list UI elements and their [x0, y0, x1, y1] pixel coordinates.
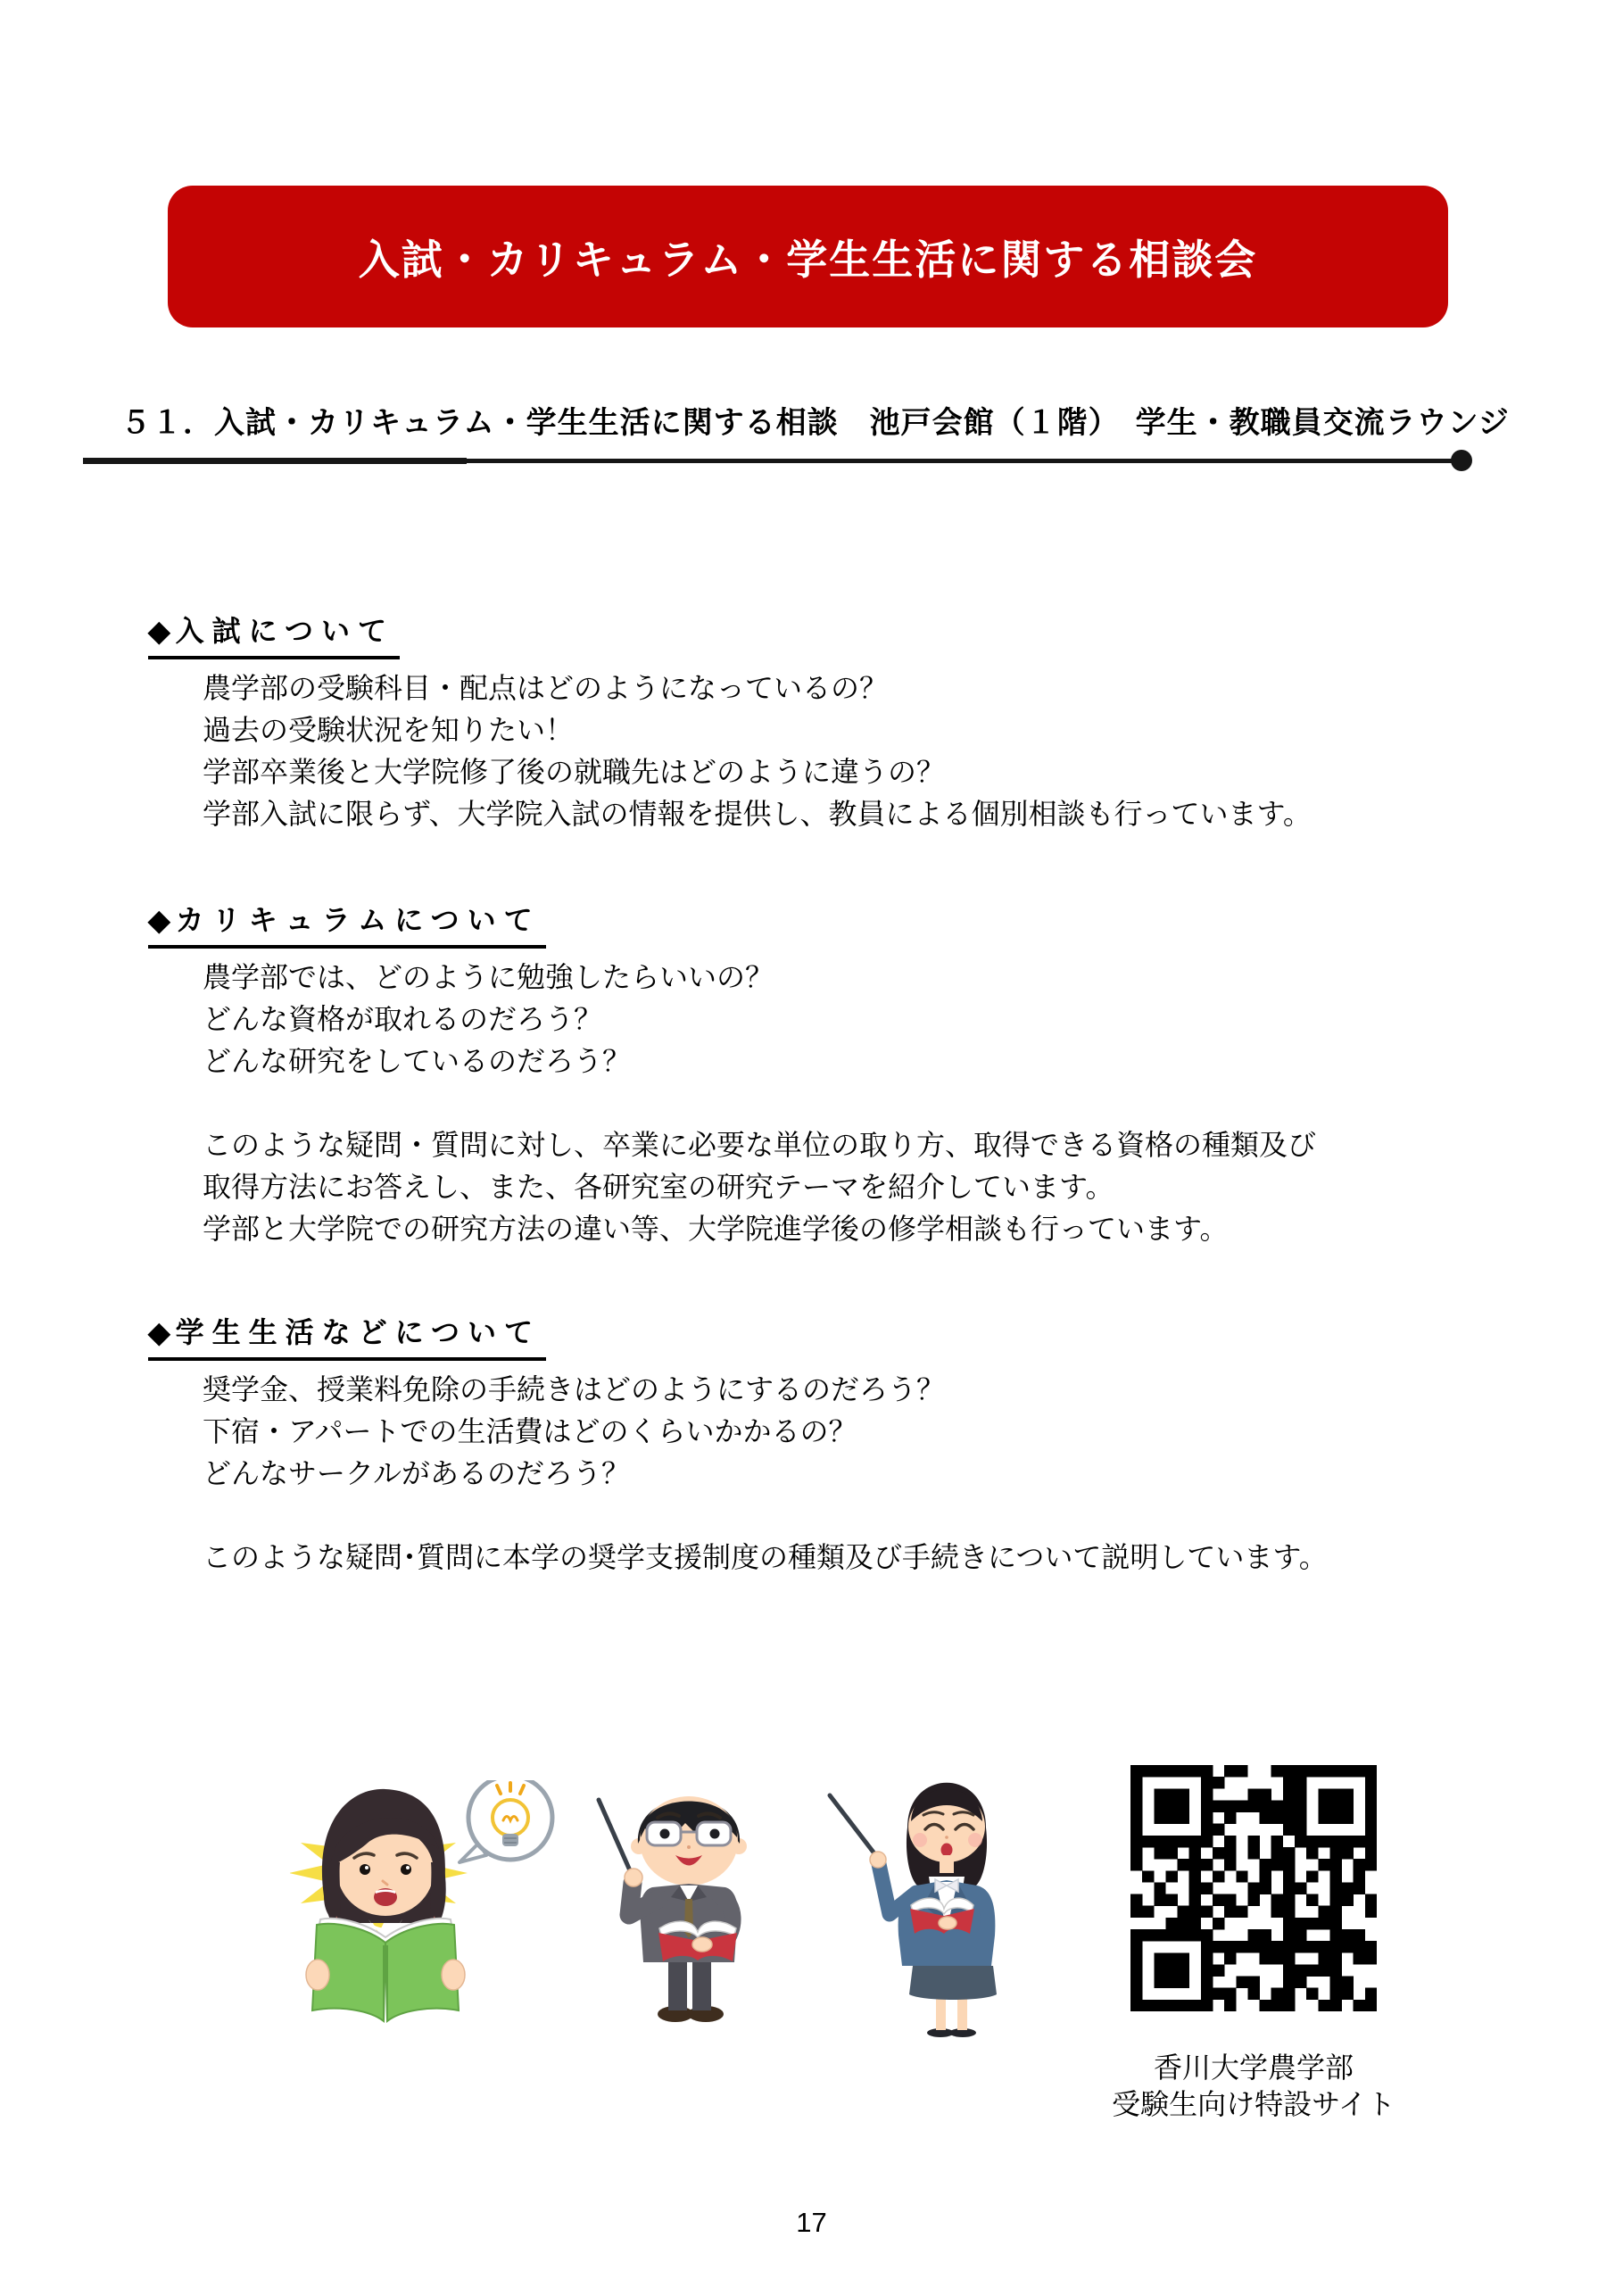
section-admissions — [148, 612, 1486, 835]
diamond-bullet-icon: ◆ — [148, 904, 170, 936]
qr-caption-line1: 香川大学農学部 — [1153, 2051, 1354, 2084]
body-line: 農学部の受験科目・配点はどのようになっているの？ — [203, 672, 889, 704]
qr-caption-line2: 受験生向け特設サイト — [1112, 2088, 1395, 2120]
heading-rule-end-dot — [1451, 450, 1472, 471]
diamond-bullet-icon: ◆ — [148, 1316, 170, 1348]
blush-left — [913, 1833, 927, 1847]
mouth — [941, 1844, 953, 1857]
section-title-admissions — [148, 612, 400, 659]
fist — [625, 1869, 642, 1886]
right-leg — [957, 1998, 967, 2030]
skirt — [909, 1966, 997, 2000]
right-leg — [692, 1960, 711, 2010]
section-title-text: カリキュラムについて — [175, 904, 541, 936]
body-line: 過去の受験状況を知りたい！ — [203, 714, 575, 746]
body-line: 農学部では、どのように勉強したらいいの？ — [203, 961, 774, 993]
male-teacher-illustration — [593, 1752, 763, 2028]
diamond-bullet-icon: ◆ — [148, 615, 170, 647]
left-leg — [936, 1998, 946, 2030]
right-hand — [442, 1960, 465, 1990]
blank-line — [203, 1495, 1486, 1537]
female-teacher-illustration — [825, 1752, 1017, 2037]
event-heading: ５１．入試・カリキュラム・学生生活に関する相談 池戸会館（１階） 学生・教職員交流ラウンジ — [120, 406, 1510, 440]
idea-speech-bubble — [460, 1780, 552, 1862]
reading-student-illustration — [290, 1780, 558, 2030]
title-banner — [168, 186, 1448, 327]
blush-right — [968, 1833, 982, 1847]
pointer-stick — [599, 1800, 633, 1877]
body-line: どんなサークルがあるのだろう？ — [203, 1457, 631, 1489]
section-title-curriculum — [148, 901, 546, 949]
hand-on-book — [939, 1917, 956, 1929]
body-line: 下宿・アパートでの生活費はどのくらいかかるの？ — [203, 1415, 857, 1447]
blank-line — [203, 1082, 1486, 1124]
red-book — [910, 1898, 974, 1934]
section-student-life — [148, 1314, 1486, 1579]
body-line: 学部と大学院での研究方法の違い等、大学院進学後の修学相談も行っています。 — [203, 1213, 1229, 1245]
body-line: どんな資格が取れるのだろう？ — [203, 1003, 603, 1035]
section-title-text: 学生生活などについて — [175, 1316, 541, 1348]
section-body — [203, 957, 1486, 1250]
section-title-text: 入試について — [175, 615, 394, 647]
body-line: 取得方法にお答えし、また、各研究室の研究テーマを紹介しています。 — [203, 1171, 1114, 1203]
left-hand — [306, 1960, 329, 1990]
qr-caption — [1053, 2050, 1454, 2123]
page-title: 入試・カリキュラム・学生生活に関する相談会 — [358, 236, 1258, 283]
pointer-stick — [830, 1795, 877, 1857]
left-leg — [668, 1960, 687, 2010]
page-number: 17 — [796, 2207, 827, 2238]
section-body — [203, 1369, 1486, 1579]
body-line: このような疑問･質問に本学の奨学支援制度の種類及び手続きについて説明しています。 — [203, 1541, 1328, 1573]
body-line: どんな研究をしているのだろう？ — [203, 1045, 632, 1077]
section-body — [203, 667, 1486, 835]
qr-code — [1130, 1765, 1377, 2011]
heading-rule-thick-segment — [83, 458, 467, 464]
section-title-student-life — [148, 1314, 546, 1361]
hand-on-book — [692, 1937, 712, 1952]
section-curriculum — [148, 901, 1486, 1250]
body-line: このような疑問・質問に対し、卒業に必要な単位の取り方、取得できる資格の種類及び — [203, 1129, 1317, 1161]
body-line: 学部入試に限らず、大学院入試の情報を提供し、教員による個別相談も行っています。 — [203, 798, 1312, 830]
body-line: 学部卒業後と大学院修了後の就職先はどのように違うの？ — [203, 756, 946, 788]
neck — [940, 1855, 954, 1873]
fist — [870, 1852, 886, 1868]
body-line: 奨学金、授業料免除の手続きはどのようにするのだろう？ — [203, 1373, 946, 1405]
